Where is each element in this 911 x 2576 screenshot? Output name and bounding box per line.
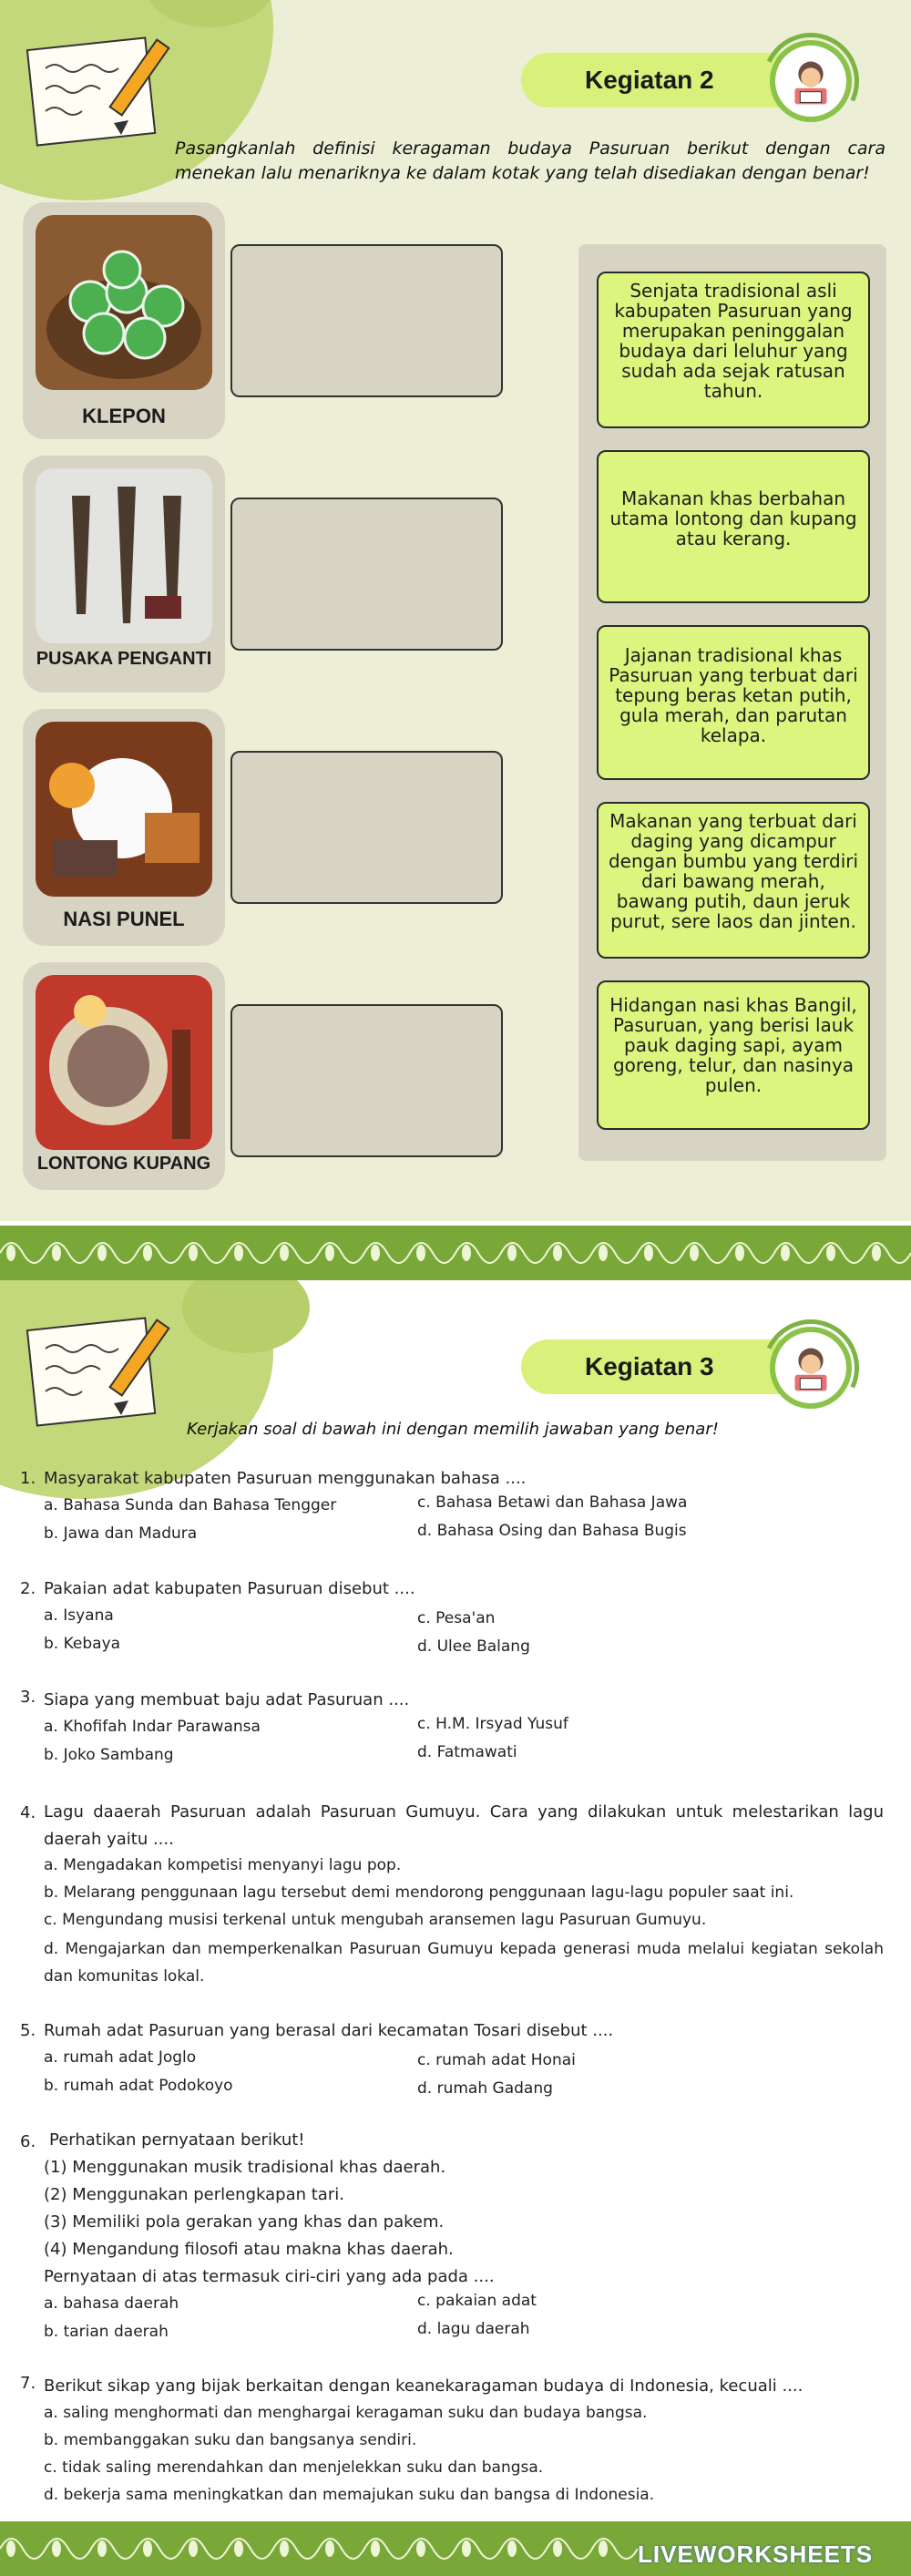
option-c[interactable]: c. Pesa'an (417, 1609, 496, 1627)
option-d[interactable]: d. rumah Gadang (417, 2079, 553, 2098)
klepon-image (36, 215, 212, 390)
option-b[interactable]: b. tarian daerah (44, 2323, 169, 2341)
definition-card[interactable]: Makanan khas berbahan utama lontong dan kupang atau kerang. (597, 450, 870, 603)
student-reading-icon (770, 1327, 852, 1409)
item-card-nasi-punel (23, 709, 225, 946)
statement: (2) Menggunakan perlengkapan tari. (44, 2185, 344, 2204)
option-a[interactable]: a. Bahasa Sunda dan Bahasa Tengger (44, 1496, 337, 1514)
option-a[interactable]: a. Mengadakan kompetisi menyanyi lagu pop. (44, 1856, 402, 1874)
question-number: 2. (20, 1579, 36, 1598)
question-text: Lagu daaerah Pasuruan adalah Pasuruan Gumuyu. Cara yang dilakukan untuk melestarikan lagu daerah yaitu .... (44, 1802, 884, 1849)
item-label: PUSAKA PENGANTI (36, 649, 212, 669)
question-text: Berikut sikap yang bijak berkaitan dengan keanekaragaman budaya di Indonesia, kecuali .... (44, 2376, 804, 2396)
option-d[interactable]: d. lagu daerah (417, 2320, 530, 2338)
statement: (4) Mengandung filosofi atau makna khas daerah. (44, 2240, 454, 2259)
option-c[interactable]: c. rumah adat Honai (417, 2051, 576, 2069)
option-b[interactable]: b. Jawa dan Madura (44, 1524, 198, 1543)
notepad-pencil-icon (23, 1308, 187, 1435)
option-d[interactable]: d. Fatmawati (417, 1743, 517, 1761)
kegiatan-3-section (0, 1280, 911, 2524)
liveworksheets-logo[interactable]: LIVEWORKSHEETS (638, 2540, 874, 2568)
definition-card[interactable]: Jajanan tradisional khas Pasuruan yang terbuat dari tepung beras ketan putih, gula merah, dan parutan kelapa. (597, 625, 870, 780)
option-c[interactable]: c. H.M. Irsyad Yusuf (417, 1715, 568, 1733)
definition-card[interactable]: Makanan yang terbuat dari daging yang dicampur dengan bumbu yang terdiri dari bawang merah, bawang putih, daun jeruk purut, sere laos dan jinten. (597, 802, 870, 959)
kegiatan-3-instruction: Kerjakan soal di bawah ini dengan memilih jawaban yang benar! (187, 1420, 719, 1439)
question-text: Rumah adat Pasuruan yang berasal dari kecamatan Tosari disebut .... (44, 2021, 614, 2040)
option-d[interactable]: d. Ulee Balang (417, 1637, 530, 1656)
option-c[interactable]: c. Bahasa Betawi dan Bahasa Jawa (417, 1493, 688, 1512)
drop-box[interactable] (230, 498, 503, 651)
option-d[interactable]: d. bekerja sama meningkatkan dan memajukan suku dan bangsa di Indonesia. (44, 2486, 655, 2504)
question-number: 7. (20, 2374, 36, 2393)
question-text: Perhatikan pernyataan berikut! (49, 2130, 305, 2150)
pusaka-penganti-image (36, 468, 212, 643)
option-c[interactable]: c. tidak saling merendahkan dan menjelekkan suku dan bangsa. (44, 2458, 544, 2477)
item-card-pusaka-penganti (23, 456, 225, 693)
item-label: KLEPON (82, 405, 166, 427)
question-number: 4. (20, 1803, 36, 1822)
drop-box[interactable] (230, 244, 503, 397)
definition-card[interactable]: Senjata tradisional asli kabupaten Pasuruan yang merupakan peninggalan budaya dari leluhur yang sudah ada sejak ratusan tahun. (597, 272, 870, 428)
question-text: Pakaian adat kabupaten Pasuruan disebut .... (44, 1579, 415, 1598)
question-text: Masyarakat kabupaten Pasuruan menggunakan bahasa .... (44, 1469, 527, 1488)
option-b[interactable]: b. Kebaya (44, 1635, 121, 1653)
option-c[interactable]: c. Mengundang musisi terkenal untuk mengubah aransemen lagu Pasuruan Gumuyu. (44, 1911, 707, 1929)
option-d[interactable]: d. Mengajarkan dan memperkenalkan Pasuruan Gumuyu kepada generasi muda melalui kegiatan sekolah dan komunitas lokal. (44, 1940, 884, 1986)
student-reading-icon (770, 40, 852, 122)
option-a[interactable]: a. Isyana (44, 1606, 114, 1625)
option-b[interactable]: b. membanggakan suku dan bangsanya sendiri. (44, 2431, 417, 2449)
question-number: 6. (20, 2132, 36, 2151)
option-a[interactable]: a. rumah adat Joglo (44, 2048, 197, 2067)
item-card-klepon (23, 202, 225, 439)
option-c[interactable]: c. pakaian adat (417, 2292, 537, 2310)
nasi-punel-image (36, 722, 212, 897)
option-a[interactable]: a. Khofifah Indar Parawansa (44, 1718, 261, 1736)
option-b[interactable]: b. Melarang penggunaan lagu tersebut demi mendorong penggunaan lagu-lagu populer saat ini. (44, 1883, 794, 1902)
kegiatan-3-title: Kegiatan 3 (585, 1352, 714, 1380)
notepad-pencil-icon (23, 27, 187, 155)
definition-card[interactable]: Hidangan nasi khas Bangil, Pasuruan, yang berisi lauk pauk daging sapi, ayam goreng, telur, dan nasinya pulen. (597, 980, 870, 1130)
statement: (1) Menggunakan musik tradisional khas daerah. (44, 2158, 446, 2177)
item-card-lontong-kupang (23, 962, 225, 1190)
item-label: LONTONG KUPANG (36, 1154, 211, 1174)
question-number: 5. (20, 2021, 36, 2040)
statement: (3) Memiliki pola gerakan yang khas dan pakem. (44, 2212, 445, 2232)
kegiatan-2-instruction: Pasangkanlah definisi keragaman budaya Pasuruan berikut dengan cara menekan lalu menariknya ke dalam kotak yang telah disediakan dengan benar! (175, 139, 885, 183)
lontong-kupang-image (36, 975, 212, 1150)
option-b[interactable]: b. Joko Sambang (44, 1746, 174, 1764)
option-b[interactable]: b. rumah adat Podokoyo (44, 2077, 233, 2095)
question-number: 1. (20, 1469, 36, 1488)
kegiatan-2-title: Kegiatan 2 (585, 66, 714, 94)
drop-box[interactable] (230, 1004, 503, 1157)
kegiatan-2-section (0, 0, 911, 1221)
question-prompt: Pernyataan di atas termasuk ciri-ciri yang ada pada .... (44, 2267, 495, 2286)
drop-box[interactable] (230, 751, 503, 904)
option-a[interactable]: a. saling menghormati dan menghargai keragaman suku dan budaya bangsa. (44, 2404, 648, 2422)
question-number: 3. (20, 1688, 36, 1707)
option-a[interactable]: a. bahasa daerah (44, 2294, 179, 2313)
question-text: Siapa yang membuat baju adat Pasuruan .... (44, 1690, 410, 1709)
batik-divider (0, 1226, 911, 1280)
item-label: NASI PUNEL (63, 908, 185, 930)
option-d[interactable]: d. Bahasa Osing dan Bahasa Bugis (417, 1522, 687, 1540)
